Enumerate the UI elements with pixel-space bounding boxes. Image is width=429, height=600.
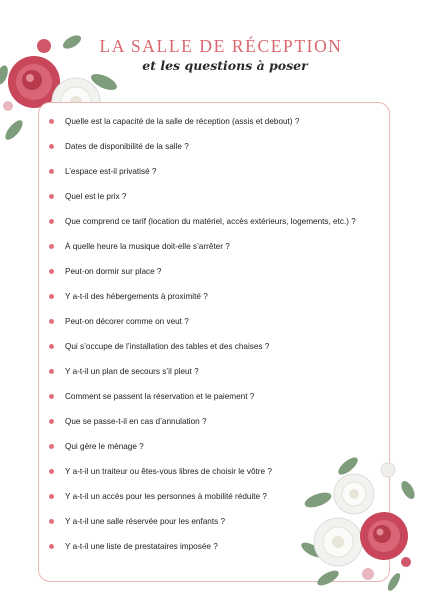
list-item: [49, 288, 369, 304]
bullet-icon: [49, 269, 54, 274]
page-title: LA SALLE DE RÉCEPTION: [99, 36, 343, 56]
bullet-icon: [49, 169, 54, 174]
bullet-icon: [49, 344, 54, 349]
bullet-icon: [49, 469, 54, 474]
list-item: [49, 413, 369, 429]
list-item: [49, 188, 369, 204]
question-text: Y a-t-il un traiteur ou êtes-vous libres de choisir le vôtre ?: [65, 466, 272, 476]
list-item: [49, 363, 369, 379]
red-rose-icon: [360, 512, 408, 560]
question-text: Qui s’occupe de l’installation des tables et des chaises ?: [65, 341, 270, 351]
list-item: [49, 313, 369, 329]
question-text: Peut-on dormir sur place ?: [65, 266, 162, 276]
bullet-icon: [49, 394, 54, 399]
bullet-icon: [49, 194, 54, 199]
question-text: Qui gère le ménage ?: [65, 441, 144, 451]
list-item: [49, 388, 369, 404]
bullet-icon: [49, 494, 54, 499]
list-item: [49, 113, 369, 129]
question-text: Que se passe-t-il en cas d’annulation ?: [65, 416, 207, 426]
bullet-icon: [49, 144, 54, 149]
white-rose-icon: [314, 518, 362, 566]
question-text: Y a-t-il un plan de secours s’il pleut ?: [65, 366, 199, 376]
bullet-icon: [49, 244, 54, 249]
question-text: Quel est le prix ?: [65, 191, 127, 201]
page-subtitle: et les questions à poser: [142, 58, 308, 73]
question-text: Y a-t-il une salle réservée pour les enfants ?: [65, 516, 226, 526]
list-item: [49, 213, 369, 229]
bullet-icon: [49, 119, 54, 124]
list-item: [49, 163, 369, 179]
list-item: [49, 138, 369, 154]
question-text: Y a-t-il une liste de prestataires imposée ?: [65, 541, 218, 551]
list-item: [49, 263, 369, 279]
bullet-icon: [49, 419, 54, 424]
bullet-icon: [49, 444, 54, 449]
question-text: L’espace est-il privatisé ?: [65, 166, 157, 176]
question-text: Que comprend ce tarif (location du matériel, accès extérieurs, logements, etc.) ?: [65, 216, 356, 226]
question-text: Peut-on décorer comme on veut ?: [65, 316, 189, 326]
floral-decoration-bottom-right: [298, 450, 426, 596]
bullet-icon: [49, 219, 54, 224]
white-rose-icon: [334, 474, 374, 514]
bullet-icon: [49, 544, 54, 549]
bullet-icon: [49, 319, 54, 324]
question-text: Y a-t-il des hébergements à proximité ?: [65, 291, 208, 301]
question-text: À quelle heure la musique doit-elle s’arrêter ?: [65, 241, 230, 251]
question-text: Y a-t-il un accès pour les personnes à mobilité réduite ?: [65, 491, 267, 501]
question-text: Dates de disponibilité de la salle ?: [65, 141, 189, 151]
question-text: Quelle est la capacité de la salle de réception (assis et debout) ?: [65, 116, 300, 126]
list-item: [49, 338, 369, 354]
bullet-icon: [49, 369, 54, 374]
question-text: Comment se passent la réservation et le paiement ?: [65, 391, 255, 401]
list-item: [49, 238, 369, 254]
bullet-icon: [49, 294, 54, 299]
bullet-icon: [49, 519, 54, 524]
